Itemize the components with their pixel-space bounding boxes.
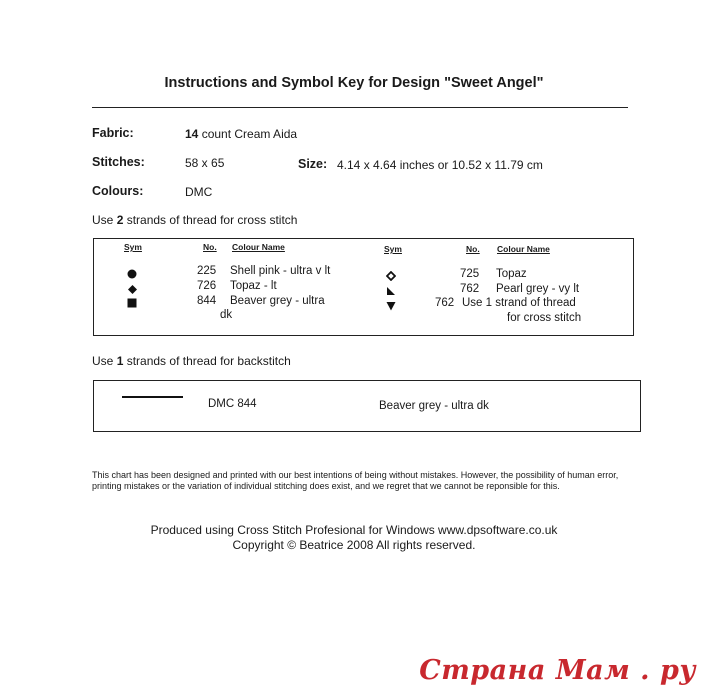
- backstitch-note: [92, 354, 291, 368]
- cross-note-pre: Use: [92, 213, 117, 227]
- triangle-down-icon: [386, 298, 396, 308]
- diamond-outline-icon: [386, 268, 396, 278]
- header-no-left: No.: [203, 242, 217, 252]
- header-name-left: Colour Name: [232, 242, 285, 252]
- left-row-2-name: Topaz - lt: [230, 280, 277, 292]
- copyright-text: Copyright © Beatrice 2008 All rights reserved.: [232, 538, 476, 552]
- backstitch-name: Beaver grey - ultra dk: [379, 400, 489, 412]
- diamond-icon: [128, 281, 137, 290]
- colours-value: DMC: [185, 185, 213, 199]
- page-title: Instructions and Symbol Key for Design "Sweet Angel": [164, 75, 544, 91]
- back-note-num: 1: [116, 354, 124, 368]
- left-row-2-no: 726: [197, 280, 217, 292]
- back-note-pre: Use: [92, 354, 117, 368]
- left-row-3-name: Beaver grey - ultra: [230, 295, 325, 307]
- backstitch-line-sample: [122, 396, 183, 398]
- cross-stitch-note: [92, 213, 297, 227]
- fabric-value: [185, 127, 297, 141]
- backstitch-box: [93, 380, 641, 432]
- header-no-right: No.: [466, 244, 480, 254]
- header-sym-right: Sym: [384, 244, 402, 254]
- fabric-rest: count Cream Aida: [198, 127, 298, 141]
- cross-note-num: 2: [116, 213, 124, 227]
- circle-icon: [127, 266, 137, 276]
- half-triangle-icon: [386, 283, 396, 293]
- right-row-3-name-cont: for cross stitch: [507, 312, 582, 324]
- backstitch-code: DMC 844: [208, 398, 257, 410]
- header-sym-left: Sym: [124, 242, 142, 252]
- left-row-1-no: 225: [197, 265, 217, 277]
- right-row-3-no: 762: [435, 297, 455, 309]
- back-note-post: strands of thread for backstitch: [123, 354, 291, 368]
- header-name-right: Colour Name: [497, 244, 550, 254]
- watermark-logo: Страна Мам . ру: [419, 655, 696, 686]
- left-row-1-name: Shell pink - ultra v lt: [230, 265, 331, 277]
- produced-by-text: Produced using Cross Stitch Profesional for Windows www.dpsoftware.co.uk: [150, 523, 558, 537]
- size-label: Size:: [298, 157, 328, 171]
- right-row-2-name: Pearl grey - vy lt: [496, 283, 580, 295]
- fabric-label: Fabric:: [92, 126, 134, 140]
- left-row-3-no: 844: [197, 295, 217, 307]
- cross-note-post: strands of thread for cross stitch: [123, 213, 298, 227]
- stitches-label: Stitches:: [92, 155, 145, 169]
- right-row-2-no: 762: [460, 283, 480, 295]
- stitches-value: 58 x 65: [185, 156, 225, 170]
- title-divider: [92, 107, 628, 108]
- fabric-count: 14: [185, 127, 199, 141]
- right-row-1-name: Topaz: [496, 268, 527, 280]
- left-row-3-name-cont: dk: [220, 309, 233, 321]
- right-row-1-no: 725: [460, 268, 480, 280]
- colours-label: Colours:: [92, 184, 144, 198]
- size-value: 4.14 x 4.64 inches or 10.52 x 11.79 cm: [337, 158, 543, 172]
- right-row-3-name: Use 1 strand of thread: [462, 297, 576, 309]
- disclaimer-text: This chart has been designed and printed with our best intentions of being without mistakes. However, the possibility of human error, printing mistakes or the variation of individual stitching does exist, and we regret that we cannot be reponsible for this.: [92, 470, 619, 491]
- square-icon: [127, 295, 137, 305]
